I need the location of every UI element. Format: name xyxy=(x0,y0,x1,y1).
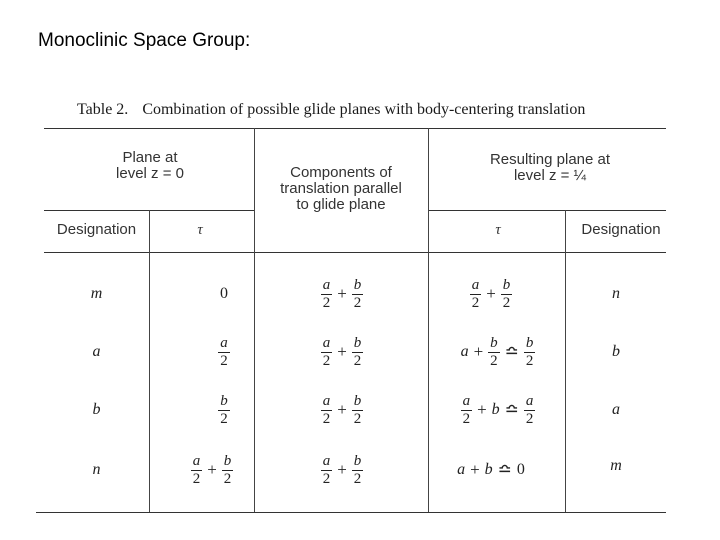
frac: $\frac{b}{2}$ xyxy=(490,334,498,369)
row2-tau xyxy=(200,330,248,374)
frac: $\frac{a}{2}$ xyxy=(322,334,331,369)
frac: $\frac{a}{2}$ xyxy=(192,452,201,487)
row3-tau xyxy=(200,388,248,432)
tau-right-symbol: τ xyxy=(495,222,501,238)
frac: $\frac{b}{2}$ xyxy=(353,334,362,369)
frac: $\frac{a}{2}$ xyxy=(462,392,471,427)
middle-line2: translation parallel xyxy=(280,180,402,197)
row1-tau: 0 xyxy=(220,285,228,302)
left-group-line1: Plane at xyxy=(122,149,178,166)
col-tau-left xyxy=(180,222,220,238)
frac: $\frac{a}{2}$ xyxy=(322,276,331,311)
frac: $\frac{a}{2}$ xyxy=(322,452,331,487)
frac: $\frac{b}{2}$ xyxy=(353,276,362,311)
row2-result-tau: a + $\frac{b}{2}$ ≏ $\frac{b}{2}$ xyxy=(460,334,534,369)
frac: $\frac{a}{2}$ xyxy=(471,276,480,311)
col-tau-right xyxy=(478,222,518,238)
subheader-rule-right xyxy=(428,210,666,211)
row1-components: $\frac{a}{2}$ + $\frac{b}{2}$ xyxy=(322,276,362,311)
right-group-line2: level z = ¼ xyxy=(513,167,587,184)
right-group-header xyxy=(440,152,660,184)
col-designation-right: Designation xyxy=(581,221,661,238)
frac: $\frac{b}{2}$ xyxy=(220,392,228,427)
middle-line1: Components of xyxy=(290,164,392,181)
frac: $\frac{a}{2}$ xyxy=(322,392,331,427)
tau-left-symbol: τ xyxy=(197,222,203,238)
right-group-line1: Resulting plane at xyxy=(489,151,611,168)
middle-line3: to glide plane xyxy=(296,196,386,213)
frac: $\frac{a}{2}$ xyxy=(220,334,228,369)
left-group-header xyxy=(60,150,240,182)
row2-result-designation: b xyxy=(612,343,620,360)
row1-designation: m xyxy=(90,285,103,302)
row2-components: $\frac{a}{2}$ + $\frac{b}{2}$ xyxy=(322,334,362,369)
row2-designation: a xyxy=(92,343,101,360)
col-designation-left: Designation xyxy=(56,221,137,238)
row3-components: $\frac{a}{2}$ + $\frac{b}{2}$ xyxy=(322,392,362,427)
row3-result-designation: a xyxy=(612,401,620,418)
frac: $\frac{b}{2}$ xyxy=(525,334,534,369)
col-divider-1 xyxy=(254,128,255,512)
frac: $\frac{b}{2}$ xyxy=(502,276,511,311)
slide-title: Monoclinic Space Group: xyxy=(38,30,251,51)
row4-result-tau: a + b ≏ 0 xyxy=(457,460,525,479)
row4-result-designation: m xyxy=(610,457,622,474)
header-bottom-rule xyxy=(44,252,666,253)
caption-rule xyxy=(44,128,666,129)
middle-header xyxy=(256,165,426,213)
left-group-line2: level z = 0 xyxy=(116,165,184,182)
row1-result-designation: n xyxy=(612,285,620,302)
frac: $\frac{a}{2}$ xyxy=(525,392,534,427)
frac: $\frac{b}{2}$ xyxy=(353,392,362,427)
col-divider-2 xyxy=(428,128,429,512)
table-caption xyxy=(77,101,585,119)
frac: $\frac{b}{2}$ xyxy=(223,452,232,487)
table-bottom-rule xyxy=(36,512,666,513)
table-caption-text: Combination of possible glide planes with body-centering translation xyxy=(142,101,586,118)
row1-result-tau: $\frac{a}{2}$ + $\frac{b}{2}$ xyxy=(471,276,511,311)
frac: $\frac{b}{2}$ xyxy=(353,452,362,487)
row4-designation: n xyxy=(92,461,101,478)
row3-result-tau: $\frac{a}{2}$ + b ≏ $\frac{a}{2}$ xyxy=(462,392,534,427)
row3-designation: b xyxy=(92,401,101,418)
row4-components: $\frac{a}{2}$ + $\frac{b}{2}$ xyxy=(322,452,362,487)
row4-tau: $\frac{a}{2}$ + $\frac{b}{2}$ xyxy=(192,452,232,487)
col-divider-left-sub xyxy=(149,210,150,512)
table-label: Table 2. xyxy=(77,101,129,118)
